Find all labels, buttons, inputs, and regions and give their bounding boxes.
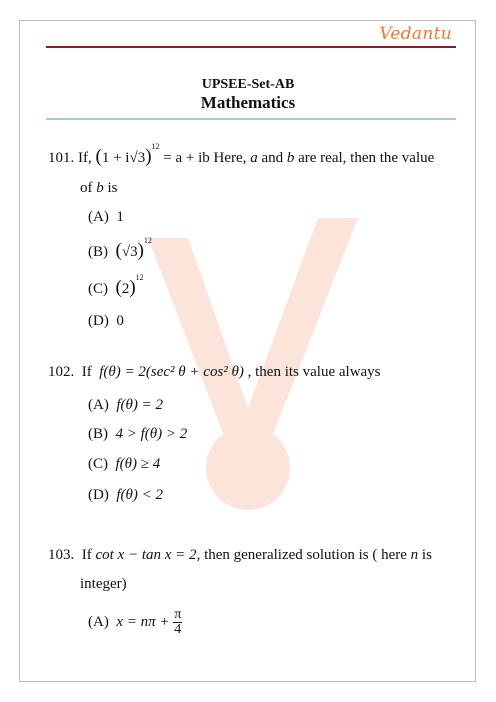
- title-rule: [46, 118, 456, 120]
- exam-title: UPSEE-Set-AB: [201, 77, 295, 92]
- option-label: (B): [88, 426, 108, 442]
- q101-text-a: Here,: [213, 150, 247, 166]
- option-label: (A): [88, 209, 109, 225]
- q103-expr: cot x − tan x = 2: [95, 547, 197, 563]
- q102-option-a: [88, 397, 163, 414]
- fraction-denominator: 4: [174, 622, 182, 637]
- q101-line2-var: b: [96, 180, 104, 196]
- option-label: (D): [88, 313, 109, 329]
- option-root: 3: [130, 244, 138, 260]
- q103-option-a: [88, 608, 182, 637]
- q103-lead: If: [81, 547, 92, 563]
- q101-option-a: [88, 209, 124, 226]
- sqrt-icon: √: [121, 244, 131, 260]
- q102-option-c: [88, 456, 160, 473]
- option-base: 2: [121, 281, 130, 297]
- q103-stem-line2: integer): [80, 576, 127, 592]
- option-label: (B): [88, 244, 108, 260]
- q102-option-b: [88, 426, 187, 443]
- option-expr: f(θ) ≥ 4: [115, 456, 161, 472]
- q101-option-d: [88, 313, 124, 330]
- q103-tail-2: is: [421, 547, 432, 563]
- q103-number: 103.: [48, 547, 75, 563]
- q101-option-b: (B) $(√3)^{12}$: [88, 236, 152, 261]
- q103-var-n: n: [410, 547, 419, 563]
- q101-lead: If,: [78, 150, 92, 166]
- option-expr: 4 > f(θ) > 2: [115, 426, 188, 442]
- q102-stem: [48, 364, 381, 381]
- q103-tail-1: , then generalized solution is ( here: [196, 547, 407, 563]
- q101-text-c: are real, then the value: [298, 150, 435, 166]
- q101-expr-post: = a + ib: [163, 150, 210, 166]
- option-label: (A): [88, 613, 109, 630]
- q101-expr-root: 3: [137, 150, 146, 166]
- vedantu-logo: Vedantu: [379, 24, 452, 44]
- q102-option-d: [88, 487, 163, 504]
- q101-text-b: and: [261, 150, 284, 166]
- q102-expr: f(θ) = 2(sec² θ + cos² θ): [99, 364, 244, 380]
- fraction: [173, 608, 182, 637]
- q101-expr-pre: 1 + i: [101, 150, 130, 166]
- q101-number: 101.: [48, 150, 75, 166]
- q101-stem-line2: [80, 180, 118, 197]
- q101-exponent: 12: [151, 142, 160, 151]
- option-label: (A): [88, 397, 109, 413]
- q101-option-c: (C) $(2)^{12}$: [88, 273, 144, 298]
- sqrt-icon: √: [129, 150, 138, 166]
- option-label: (D): [88, 487, 109, 503]
- option-value: 0: [116, 313, 124, 329]
- q101-stem: 101. If, $(1 + i√3)^{12} = a$ + ib Here, a and b are real, then the value: [48, 142, 435, 167]
- option-label: (C): [88, 281, 108, 297]
- option-exponent: 12: [143, 236, 152, 245]
- q102-lead: If: [81, 364, 92, 380]
- header-rule: [46, 46, 456, 48]
- option-label: (C): [88, 456, 108, 472]
- option-value: 1: [116, 209, 124, 225]
- option-expr: f(θ) < 2: [116, 487, 163, 503]
- q101-line2-pre: of: [80, 180, 93, 196]
- q101-line2-post: is: [107, 180, 118, 196]
- option-exponent: 12: [135, 273, 144, 282]
- q101-var-a: a: [250, 150, 258, 166]
- subject-title: Mathematics: [200, 93, 296, 112]
- fraction-numerator: π: [174, 607, 182, 622]
- q103-stem: [48, 547, 432, 564]
- option-expr: x = nπ +: [116, 613, 170, 630]
- q102-tail: , then its value always: [247, 364, 381, 380]
- q102-number: 102.: [48, 364, 75, 380]
- option-expr: f(θ) = 2: [116, 397, 163, 413]
- q101-var-b: b: [286, 150, 295, 166]
